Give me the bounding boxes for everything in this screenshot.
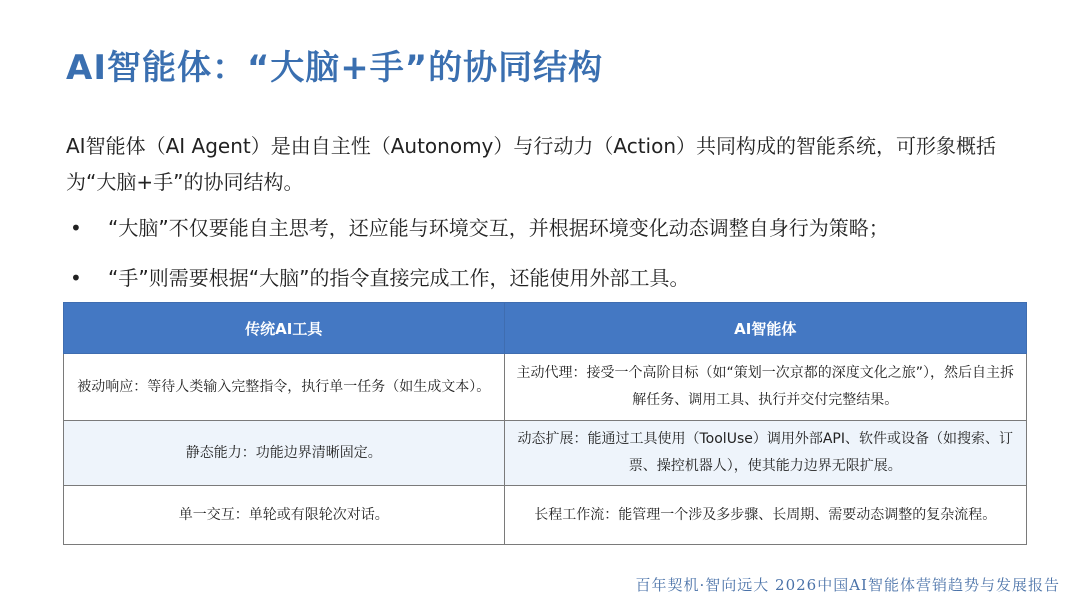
bullet-item [66, 253, 1046, 303]
table-row [64, 421, 1027, 486]
table-cell: 主动代理：接受一个高阶目标（如“策划一次京都的深度文化之旅”），然后自主拆解任务、调用工具、执行并交付完整结果。 [504, 354, 1026, 421]
page-title: AI智能体：“大脑+手”的协同结构 [66, 48, 604, 88]
table-cell: 静态能力：功能边界清晰固定。 [64, 421, 505, 486]
table-cell: 动态扩展：能通过工具使用（ToolUse）调用外部API、软件或设备（如搜索、订票、操控机器人），使其能力边界无限扩展。 [504, 421, 1026, 486]
intro-paragraph: AI智能体（AI Agent）是由自主性（Autonomy）与行动力（Action）共同构成的智能系统，可形象概括为“大脑+手”的协同结构。 [66, 134, 997, 194]
bullet-dot: • [70, 266, 82, 290]
bullet-list [66, 203, 1046, 303]
header-traditional-ai: 传统AI工具 [64, 303, 505, 354]
comparison-table [63, 302, 1027, 545]
bullet-dot: • [70, 216, 82, 240]
table-header-row [64, 303, 1027, 354]
bullet-item [66, 203, 1046, 253]
header-ai-agent: AI智能体 [504, 303, 1026, 354]
table-row [64, 354, 1027, 421]
bullet-text: “大脑”不仅要能自主思考，还应能与环境交互，并根据环境变化动态调整自身行为策略； [108, 216, 889, 240]
table-row [64, 486, 1027, 545]
table-cell: 单一交互：单轮或有限轮次对话。 [64, 486, 505, 545]
table-cell: 被动响应：等待人类输入完整指令，执行单一任务（如生成文本）。 [64, 354, 505, 421]
report-footer: 百年契机·智向远大 2026中国AI智能体营销趋势与发展报告 [635, 576, 1060, 594]
bullet-text: “手”则需要根据“大脑”的指令直接完成工作，还能使用外部工具。 [108, 266, 690, 290]
table-cell: 长程工作流：能管理一个涉及多步骤、长周期、需要动态调整的复杂流程。 [504, 486, 1026, 545]
